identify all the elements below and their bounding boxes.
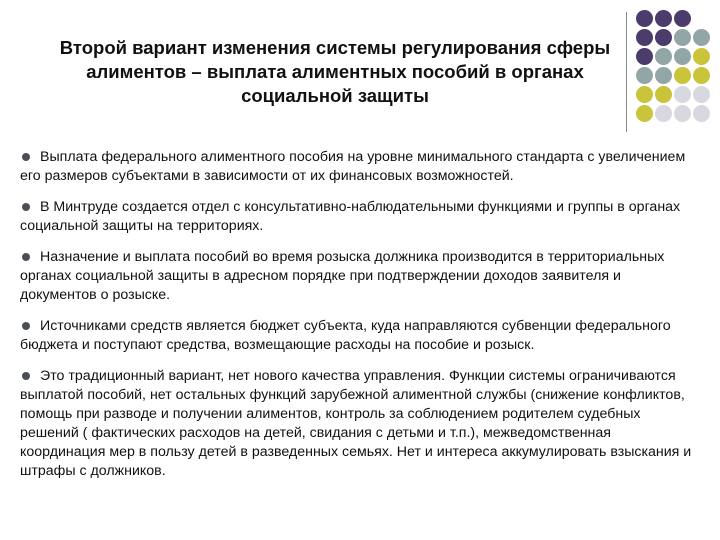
bullet-text: Назначение и выплата пособий во время розыска должника производится в территориальных органах социальной защиты в адресном порядке при подтверждении доходов заявителя и документов о розыске. bbox=[20, 249, 665, 303]
bullet-dot-icon bbox=[22, 153, 30, 161]
decor-dot bbox=[674, 105, 691, 122]
decor-dot bbox=[655, 67, 672, 84]
bullet-item bbox=[20, 148, 696, 186]
decor-dot bbox=[636, 67, 653, 84]
bullet-text: Источниками средств является бюджет субъекта, куда направляются субвенции федерального бюджета и поступают средства, возмещающие расходы на пособие и розыск. bbox=[20, 318, 671, 353]
bullet-list bbox=[20, 148, 696, 493]
decor-dot bbox=[693, 86, 710, 103]
decor-dot bbox=[693, 48, 710, 65]
decor-dot bbox=[693, 105, 710, 122]
decor-dot bbox=[655, 86, 672, 103]
decor-dot bbox=[636, 86, 653, 103]
bullet-dot-icon bbox=[22, 203, 30, 211]
bullet-text: Это традиционный вариант, нет нового качества управления. Функции системы ограничиваются выплатой пособий, нет остальных функций зарубежной алиментной службы (снижение конфликтов, помощь при разводе и получении алиментов, контроль за соблюдением родителем судебных решений ( фактических расходов на детей, свидания с детьми и т.п.), межведомственная координация мер в пользу детей в разведенных семьях. Нет и интереса аккумулировать взыскания и штрафы с должников. bbox=[20, 368, 692, 479]
decor-dot bbox=[693, 29, 710, 46]
decor-dot bbox=[674, 10, 691, 27]
bullet-item bbox=[20, 367, 696, 481]
decor-dot bbox=[674, 48, 691, 65]
decor-dot bbox=[655, 10, 672, 27]
decor-dot bbox=[674, 29, 691, 46]
bullet-item bbox=[20, 198, 696, 236]
bullet-text: В Минтруде создается отдел с консультативно-наблюдательными функциями и группы в органах социальной защиты на территориях. bbox=[20, 199, 681, 234]
decorative-divider bbox=[626, 12, 627, 132]
decor-dot bbox=[674, 86, 691, 103]
bullet-item bbox=[20, 248, 696, 305]
slide-title: Второй вариант изменения системы регулирования сферы алиментов – выплата алиментных пособий в органах социальной защиты bbox=[59, 37, 611, 106]
decor-dot bbox=[636, 29, 653, 46]
bullet-dot-icon bbox=[22, 322, 30, 330]
decor-dot bbox=[636, 105, 653, 122]
decor-dot bbox=[655, 48, 672, 65]
decor-dot bbox=[636, 48, 653, 65]
bullet-dot-icon bbox=[22, 253, 30, 261]
decor-dot bbox=[655, 105, 672, 122]
bullet-dot-icon bbox=[22, 372, 30, 380]
decor-dot bbox=[636, 10, 653, 27]
bullet-item bbox=[20, 317, 696, 355]
decor-dot bbox=[674, 67, 691, 84]
decor-dot bbox=[693, 67, 710, 84]
bullet-text: Выплата федерального алиментного пособия на уровне минимального стандарта с увеличением его размеров субъектами в зависимости от их финансовых возможностей. bbox=[20, 149, 686, 184]
decor-dot bbox=[655, 29, 672, 46]
